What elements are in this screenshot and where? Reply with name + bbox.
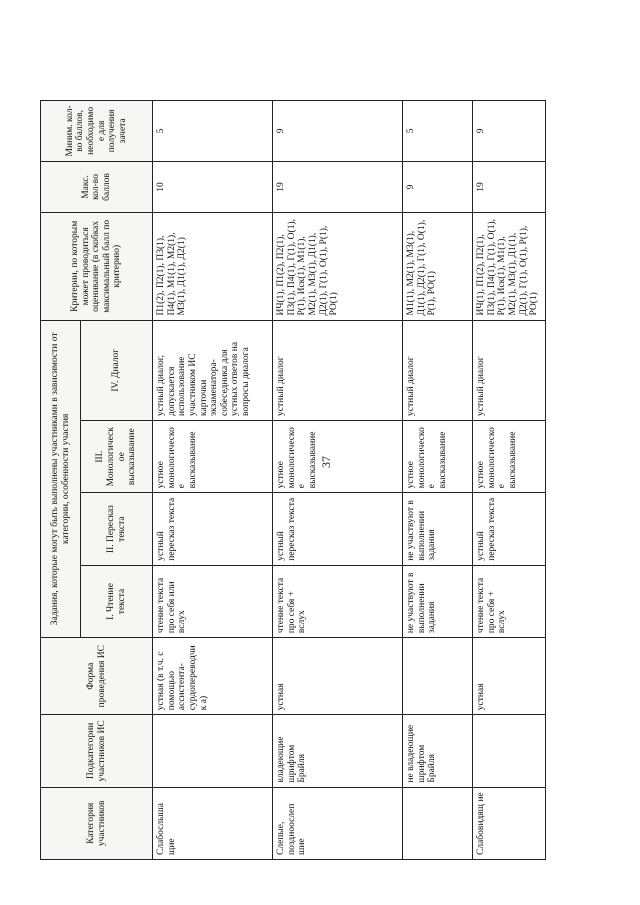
cell-subcategory: владеющие шрифтом Брайля bbox=[273, 715, 403, 787]
cell-category: Слабослыша щие bbox=[153, 787, 273, 859]
cell-category: Слабовидящ ие bbox=[473, 787, 546, 859]
cell-criteria: М1(1), М2(1), М3(1), Д1(1), Д2(1), Г(1), О(1), Р(1), РО(1) bbox=[403, 213, 473, 320]
cell-max-points: 19 bbox=[473, 161, 546, 212]
header-task-monologue: III. Монологическое высказывание bbox=[81, 421, 153, 493]
cell-criteria: ИЧ(1), П1(2), П2(1), П3(1), П4(1), Г(1), О(1), Р(1), Иск(1), М1(1), М2(1), М3(1), Д1(1), Д2(1), Г(1), О(1), Р(1), РО(1) bbox=[473, 213, 546, 320]
cell-subcategory: не владеющие шрифтом Брайля bbox=[403, 715, 473, 787]
assessment-criteria-table bbox=[40, 100, 546, 860]
header-task-retelling: II. Пересказ текста bbox=[81, 493, 153, 565]
cell-subcategory bbox=[473, 715, 546, 787]
cell-form bbox=[403, 638, 473, 715]
cell-reading: чтение текста про себя + вслух bbox=[473, 565, 546, 637]
cell-dialogue: устный диалог bbox=[473, 320, 546, 420]
cell-category bbox=[403, 787, 473, 859]
header-form: Форма проведения ИС bbox=[41, 638, 153, 715]
cell-min-points: 9 bbox=[473, 101, 546, 162]
cell-reading: чтение текста про себя + вслух bbox=[273, 565, 403, 637]
cell-retelling: устный пересказ текста bbox=[153, 493, 273, 565]
cell-form: устная (в т.ч. с помощью ассистента-сурдопереводчик а) bbox=[153, 638, 273, 715]
cell-criteria: П1(2), П2(1), П3(1), П4(1), М1(1), М2(1), М3(1), Д1(1), Д2(1) bbox=[153, 213, 273, 320]
cell-max-points: 9 bbox=[403, 161, 473, 212]
cell-min-points: 5 bbox=[153, 101, 273, 162]
cell-monologue: устное монологическое высказывание bbox=[153, 421, 273, 493]
assessment-table-wrapper bbox=[40, 100, 545, 860]
header-task-dialogue: IV. Диалог bbox=[81, 320, 153, 420]
cell-retelling: не участвуют в выполнении задания bbox=[403, 493, 473, 565]
table-row bbox=[403, 101, 473, 860]
cell-retelling: устный пересказ текста bbox=[273, 493, 403, 565]
cell-dialogue: устный диалог, допускается использование участником ИС карточки экзаменатора-собеседника для устных ответов на вопросы диалога bbox=[153, 320, 273, 420]
header-tasks-group: Задания, которые могут быть выполнены участниками в зависимости от категории, особенности участия bbox=[41, 320, 81, 638]
cell-min-points: 9 bbox=[273, 101, 403, 162]
cell-reading: чтение текста про себя или вслух bbox=[153, 565, 273, 637]
page-number: 37 bbox=[319, 456, 333, 468]
cell-dialogue: устный диалог bbox=[273, 320, 403, 420]
header-subcategory: Подкатегории участников ИС bbox=[41, 715, 153, 787]
header-max-points: Макс. кол-во баллов bbox=[41, 161, 153, 212]
cell-max-points: 19 bbox=[273, 161, 403, 212]
cell-retelling: устный пересказ текста bbox=[473, 493, 546, 565]
cell-criteria: ИЧ(1), П1(2), П2(1), П3(1), П4(1), Г(1), О(1), Р(1), Иск(1), М1(1), М2(1), М3(1), Д1(1), Д2(1), Г(1), О(1), Р(1), РО(1) bbox=[273, 213, 403, 320]
table-row bbox=[473, 101, 546, 860]
header-min-points: Миним. кол-во баллов, необходимое для получения зачета bbox=[41, 101, 153, 162]
cell-category: Слепые, поздноослеп шие bbox=[273, 787, 403, 859]
header-task-reading: I. Чтение текста bbox=[81, 565, 153, 637]
cell-subcategory bbox=[153, 715, 273, 787]
table-row bbox=[273, 101, 403, 860]
header-category: Категория участников bbox=[41, 787, 153, 859]
cell-monologue: устное монологическое высказывание bbox=[403, 421, 473, 493]
cell-max-points: 10 bbox=[153, 161, 273, 212]
header-criteria: Критерии, по которым может проводиться оценивание (в скобках максимальный балл по критерию) bbox=[41, 213, 153, 320]
cell-reading: не участвуют в выполнении задания bbox=[403, 565, 473, 637]
table-row bbox=[153, 101, 273, 860]
cell-monologue: устное монологическое высказывание bbox=[473, 421, 546, 493]
cell-monologue: устное монологическое высказывание bbox=[273, 421, 403, 493]
cell-min-points: 5 bbox=[403, 101, 473, 162]
cell-form: устная bbox=[473, 638, 546, 715]
cell-dialogue: устный диалог bbox=[403, 320, 473, 420]
cell-form: устная bbox=[273, 638, 403, 715]
